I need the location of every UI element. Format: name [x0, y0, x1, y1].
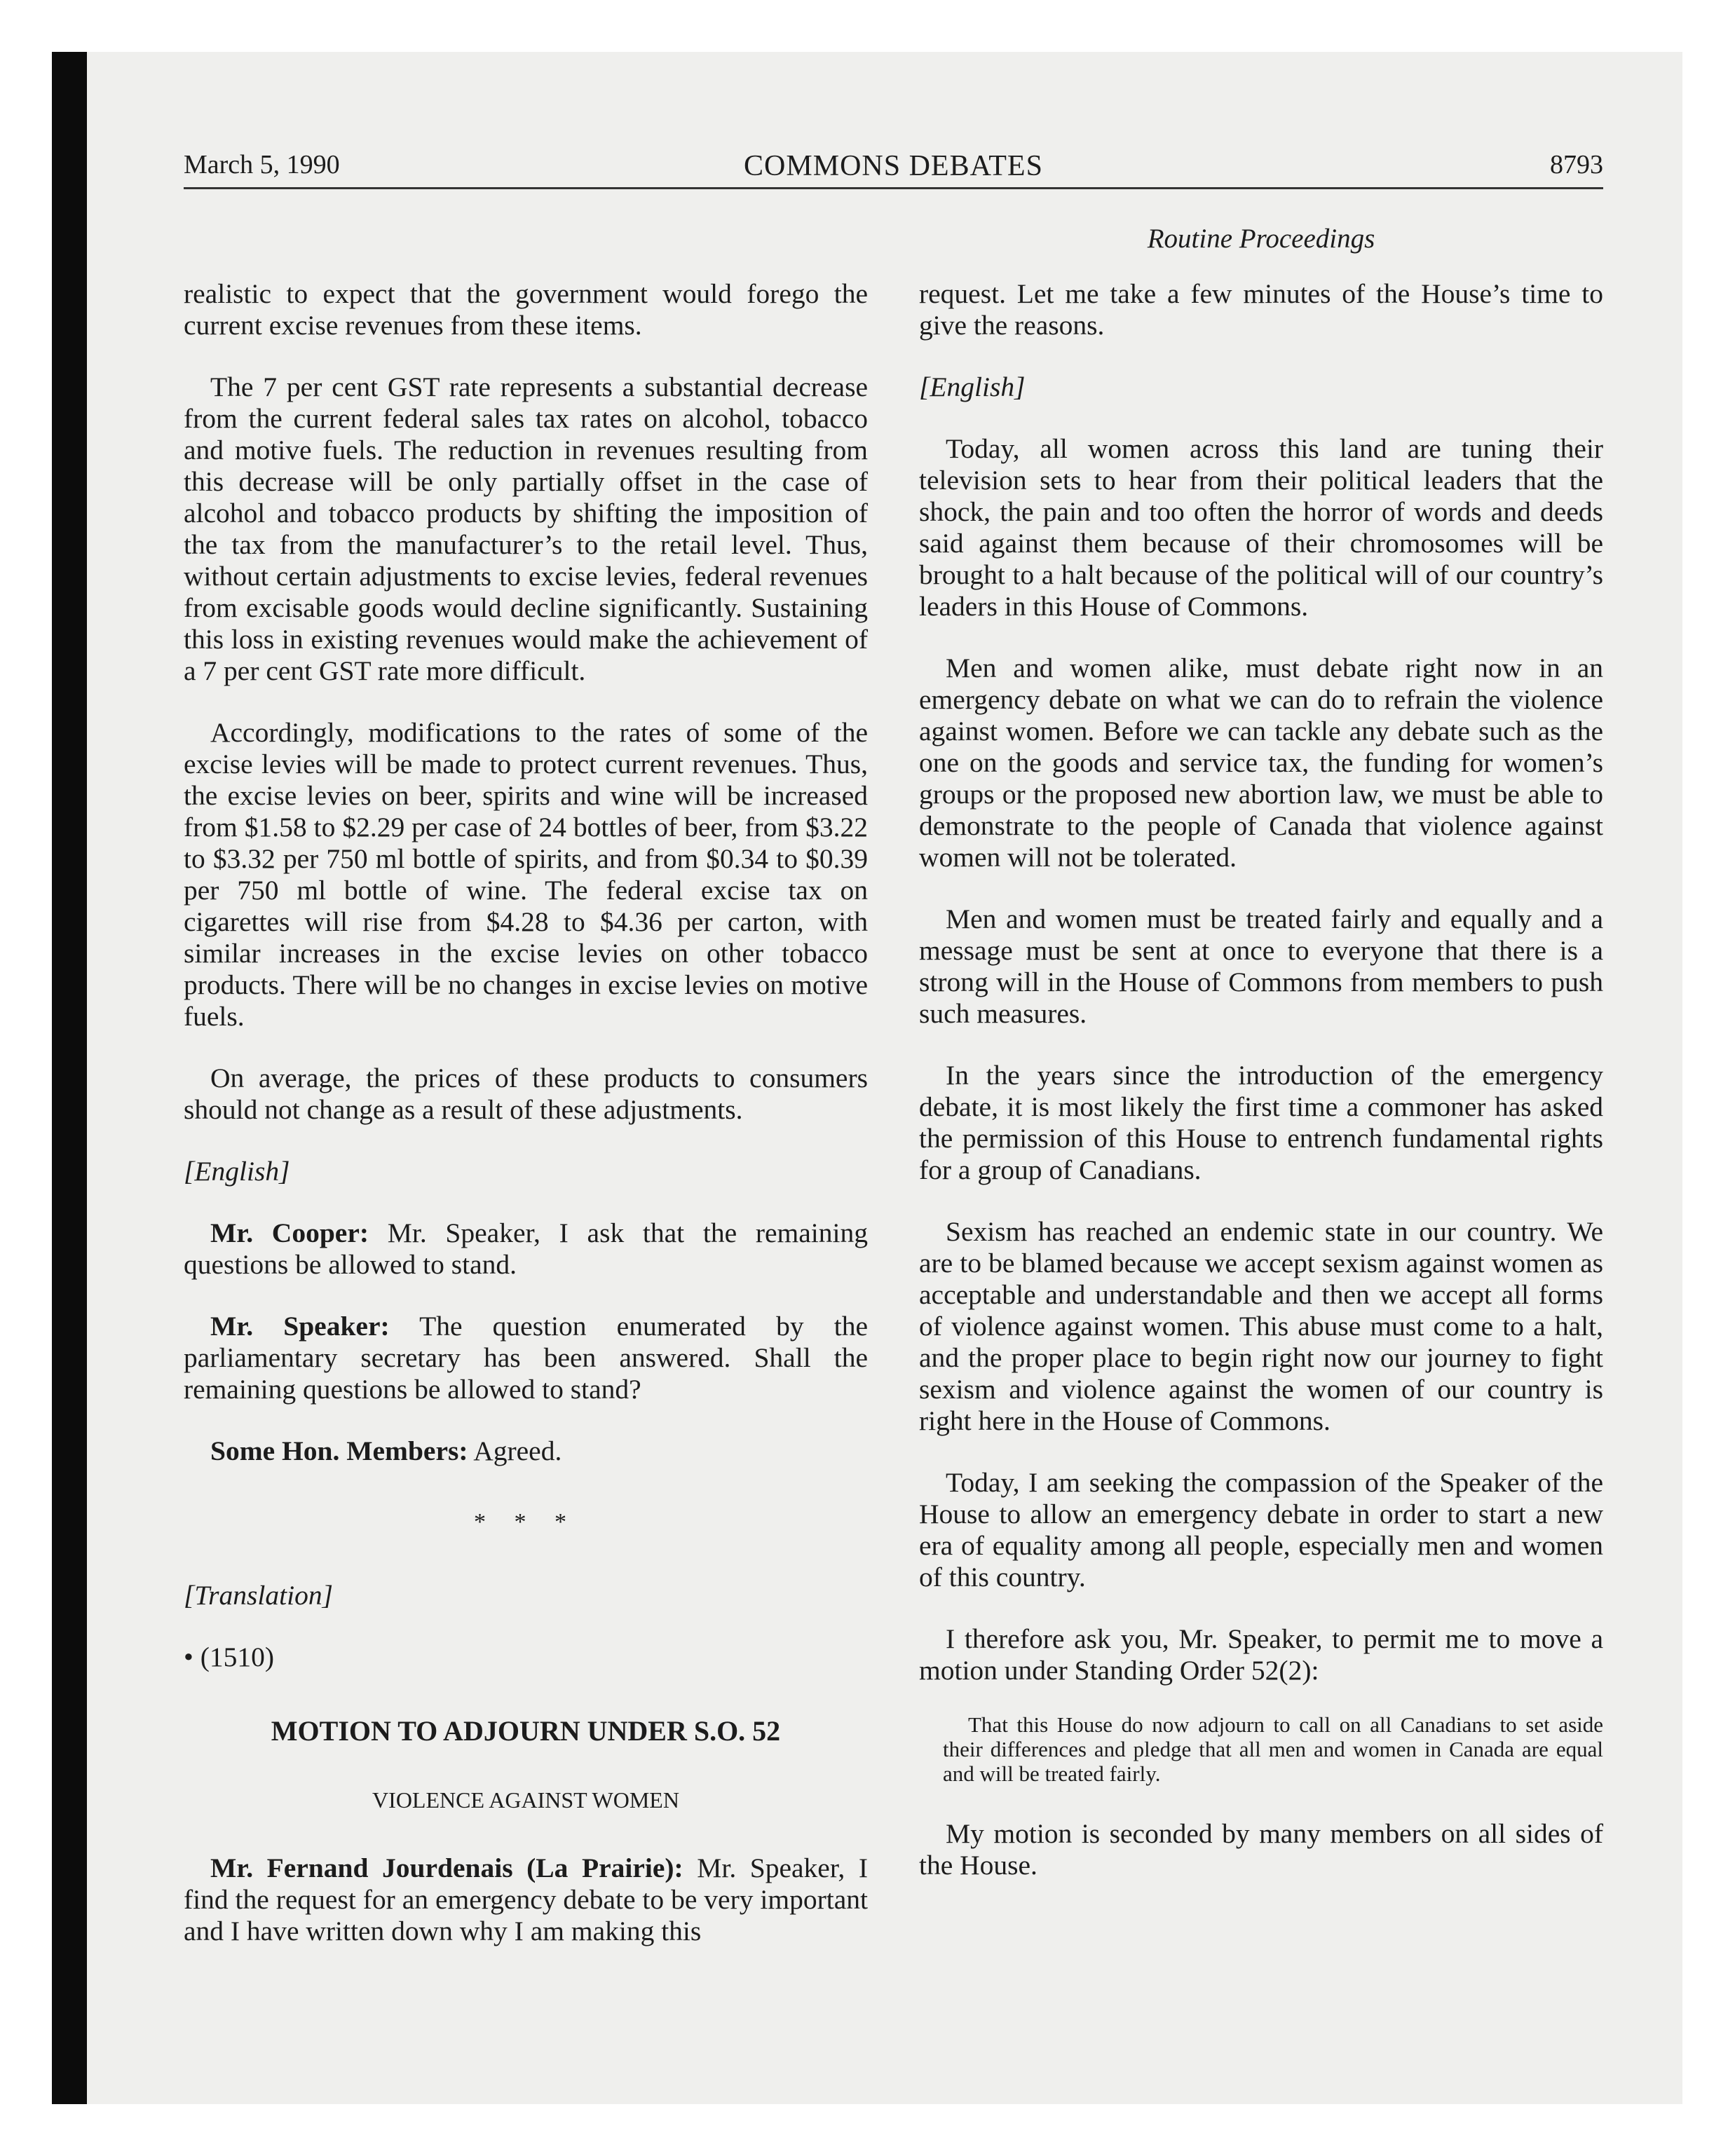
section-separator: * * * [474, 1509, 578, 1535]
scan-binding-edge [52, 52, 87, 2104]
speech-speaker [184, 1311, 868, 1405]
paragraph: My motion is seconded by many members on all sides of the House. [919, 1818, 1603, 1881]
speaker-name: Some Hon. Members: [210, 1435, 468, 1466]
speaker-name: Mr. Speaker: [210, 1311, 390, 1342]
header-page-number: 8793 [1550, 150, 1603, 179]
speech-text: Mr. Speaker, I ask that the remaining questions be allowed to stand. [184, 1217, 868, 1280]
paragraph: request. Let me take a few minutes of the House’s time to give the reasons. [919, 278, 1603, 341]
paragraph: Sexism has reached an endemic state in our country. We are to be blamed because we accept sexism against women as acceptable and understandable and then we accept all forms of violence against women. This abuse must come to a halt, and the proper place to begin right now our journey to fight sexism and violence against the women of our country is right here in the House of Commons. [919, 1216, 1603, 1436]
speech-members [184, 1435, 868, 1467]
section-label: Routine Proceedings [1147, 224, 1375, 254]
header-date: March 5, 1990 [184, 150, 340, 179]
paragraph: I therefore ask you, Mr. Speaker, to permit me to move a motion under Standing Order 52(2): [919, 1623, 1603, 1686]
section-subheading: VIOLENCE AGAINST WOMEN [372, 1787, 679, 1813]
left-column [184, 278, 868, 1977]
paragraph: Accordingly, modifications to the rates of some of the excise levies will be made to protect current revenues. Thus, the excise levies on beer, spirits and wine will be increased from $1.58 to $2.29 per case of 24 bottles of beer, from $3.22 to $3.32 per 750 ml bottle of spirits, and from $0.34 to $0.39 per 750 ml bottle of wine. The federal excise tax on cigarettes will rise from $4.28 to $4.36 per carton, with similar increases in the excise levies on other tobacco products. There will be no changes in excise levies on motive fuels. [184, 717, 868, 1032]
speaker-name: Mr. Fernand Jourdenais (La Prairie): [210, 1853, 683, 1883]
paragraph: realistic to expect that the government would forego the current excise revenues from these items. [184, 278, 868, 341]
speech-jourdenais [184, 1853, 868, 1947]
section-heading: MOTION TO ADJOURN UNDER S.O. 52 [271, 1715, 781, 1747]
paragraph: Today, all women across this land are tuning their television sets to hear from their political leaders that the shock, the pain and too often the horror of words and deeds said against them because of their chromosomes will be brought to a halt because of the political will of our country’s leaders in this House of Commons. [919, 433, 1603, 622]
motion-quote: That this House do now adjourn to call on all Canadians to set aside their differences and pledge that all men and women in Canada are equal and will be treated fairly. [943, 1712, 1603, 1786]
paragraph: On average, the prices of these products to consumers should not change as a result of these adjustments. [184, 1063, 868, 1125]
language-tag: [English] [184, 1156, 290, 1187]
speech-text: The question enumerated by the parliamentary secretary has been answered. Shall the remaining questions be allowed to stand? [184, 1311, 868, 1405]
speech-text: Agreed. [468, 1435, 562, 1466]
paragraph: The 7 per cent GST rate represents a substantial decrease from the current federal sales tax rates on alcohol, tobacco and motive fuels. The reduction in revenues resulting from this decrease will be only partially offset in the case of alcohol and tobacco products by shifting the imposition of the tax from the manufacturer’s to the retail level. Thus, without certain adjustments to excise levies, federal revenues from excisable goods would decline significantly. Sustaining this loss in existing revenues would make the achievement of a 7 per cent GST rate more difficult. [184, 371, 868, 686]
time-marker: • (1510) [184, 1642, 275, 1672]
header-title: COMMONS DEBATES [744, 150, 1043, 182]
language-tag: [Translation] [184, 1580, 333, 1611]
paragraph: In the years since the introduction of the emergency debate, it is most likely the first time a commoner has asked the permission of this House to entrench fundamental rights for a group of Canadians. [919, 1060, 1603, 1185]
page-header [184, 144, 1603, 189]
paragraph: Today, I am seeking the compassion of the Speaker of the House to allow an emergency debate in order to start a new era of equality among all people, especially men and women of this country. [919, 1467, 1603, 1592]
language-tag: [English] [919, 371, 1026, 402]
speech-cooper [184, 1217, 868, 1281]
right-column [919, 278, 1603, 1911]
document-page [184, 144, 1603, 1946]
paragraph: Men and women alike, must debate right now in an emergency debate on what we can do to refrain the violence against women. Before we can tackle any debate such as the one on the goods and service tax, the funding for women’s groups or the proposed new abortion law, we must be able to demonstrate to the people of Canada that violence against women will not be tolerated. [919, 653, 1603, 873]
speech-text: Mr. Speaker, I find the request for an emergency debate to be very important and I have written down why I am making this [184, 1853, 868, 1946]
speaker-name: Mr. Cooper: [210, 1217, 369, 1248]
paragraph: Men and women must be treated fairly and equally and a message must be sent at once to everyone that there is a strong will in the House of Commons from members to push such measures. [919, 903, 1603, 1029]
